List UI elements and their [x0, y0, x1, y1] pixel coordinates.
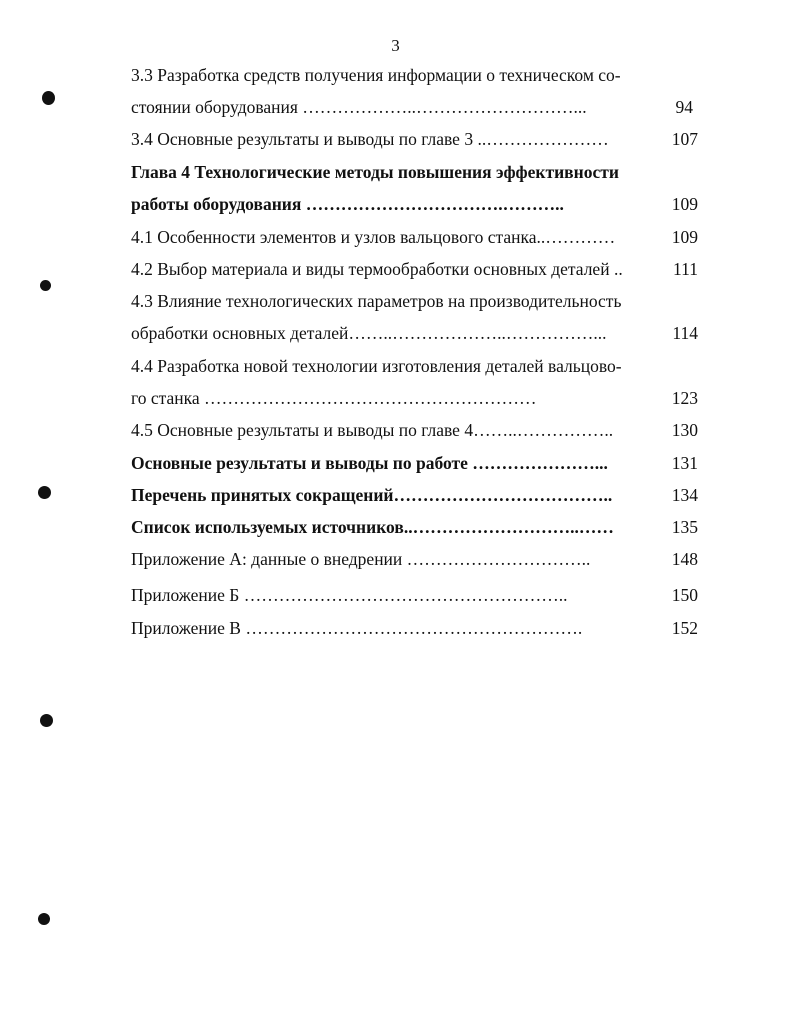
toc-page-number: 111 — [673, 259, 698, 279]
toc-page-number: 109 — [671, 194, 698, 214]
binder-hole-5 — [38, 913, 50, 925]
toc-section-heading: Список используемых источников..………………………..…… — [131, 517, 614, 537]
toc-page-number: 123 — [671, 388, 698, 408]
toc-line: 3.3 Разработка средств получения информации о техническом со- — [131, 65, 621, 85]
toc-line: 4.2 Выбор материала и виды термообработки основных деталей .. — [131, 259, 623, 279]
toc-page-number: 94 — [675, 97, 693, 117]
toc-line: Приложение А: данные о внедрении ………………………….. — [131, 549, 591, 569]
binder-hole-2 — [40, 280, 51, 291]
toc-page-number: 148 — [671, 549, 698, 569]
toc-line: Приложение В …………………………………………………. — [131, 618, 583, 638]
page-number: 3 — [391, 36, 400, 55]
toc-line: 3.4 Основные результаты и выводы по главе 3 ..………………… — [131, 129, 609, 149]
toc-page-number: 109 — [671, 227, 698, 247]
toc-section-heading: Перечень принятых сокращений……………………………….. — [131, 485, 613, 505]
toc-line: 4.4 Разработка новой технологии изготовления деталей вальцово- — [131, 356, 622, 376]
toc-page-number: 114 — [672, 323, 698, 343]
toc-page-number: 134 — [671, 485, 698, 505]
toc-page-number: 152 — [671, 618, 698, 638]
toc-page-number: 150 — [671, 585, 698, 605]
binder-hole-1 — [42, 91, 55, 105]
toc-page-number: 135 — [671, 517, 698, 537]
toc-page-number: 107 — [671, 129, 698, 149]
toc-chapter-heading: работы оборудования …………………………….……….. — [131, 194, 564, 214]
toc-chapter-heading: Глава 4 Технологические методы повышения эффективности — [131, 162, 619, 182]
toc-section-heading: Основные результаты и выводы по работе …………………... — [131, 453, 608, 473]
toc-page-number: 130 — [671, 420, 698, 440]
toc-line: стоянии оборудования ………………..………………………... — [131, 97, 587, 117]
toc-line: 4.5 Основные результаты и выводы по главе 4……..…………….. — [131, 420, 614, 440]
toc-line: го станка ………………………………………………… — [131, 388, 537, 408]
toc-line: 4.3 Влияние технологических параметров на производительность — [131, 291, 622, 311]
binder-hole-4 — [40, 714, 53, 727]
toc-line: Приложение Б ……………………………………………….. — [131, 585, 568, 605]
toc-line: обработки основных деталей……..………………..……………... — [131, 323, 607, 343]
toc-line: 4.1 Особенности элементов и узлов вальцового станка..………… — [131, 227, 616, 247]
toc-page-number: 131 — [671, 453, 698, 473]
binder-hole-3 — [38, 486, 51, 499]
